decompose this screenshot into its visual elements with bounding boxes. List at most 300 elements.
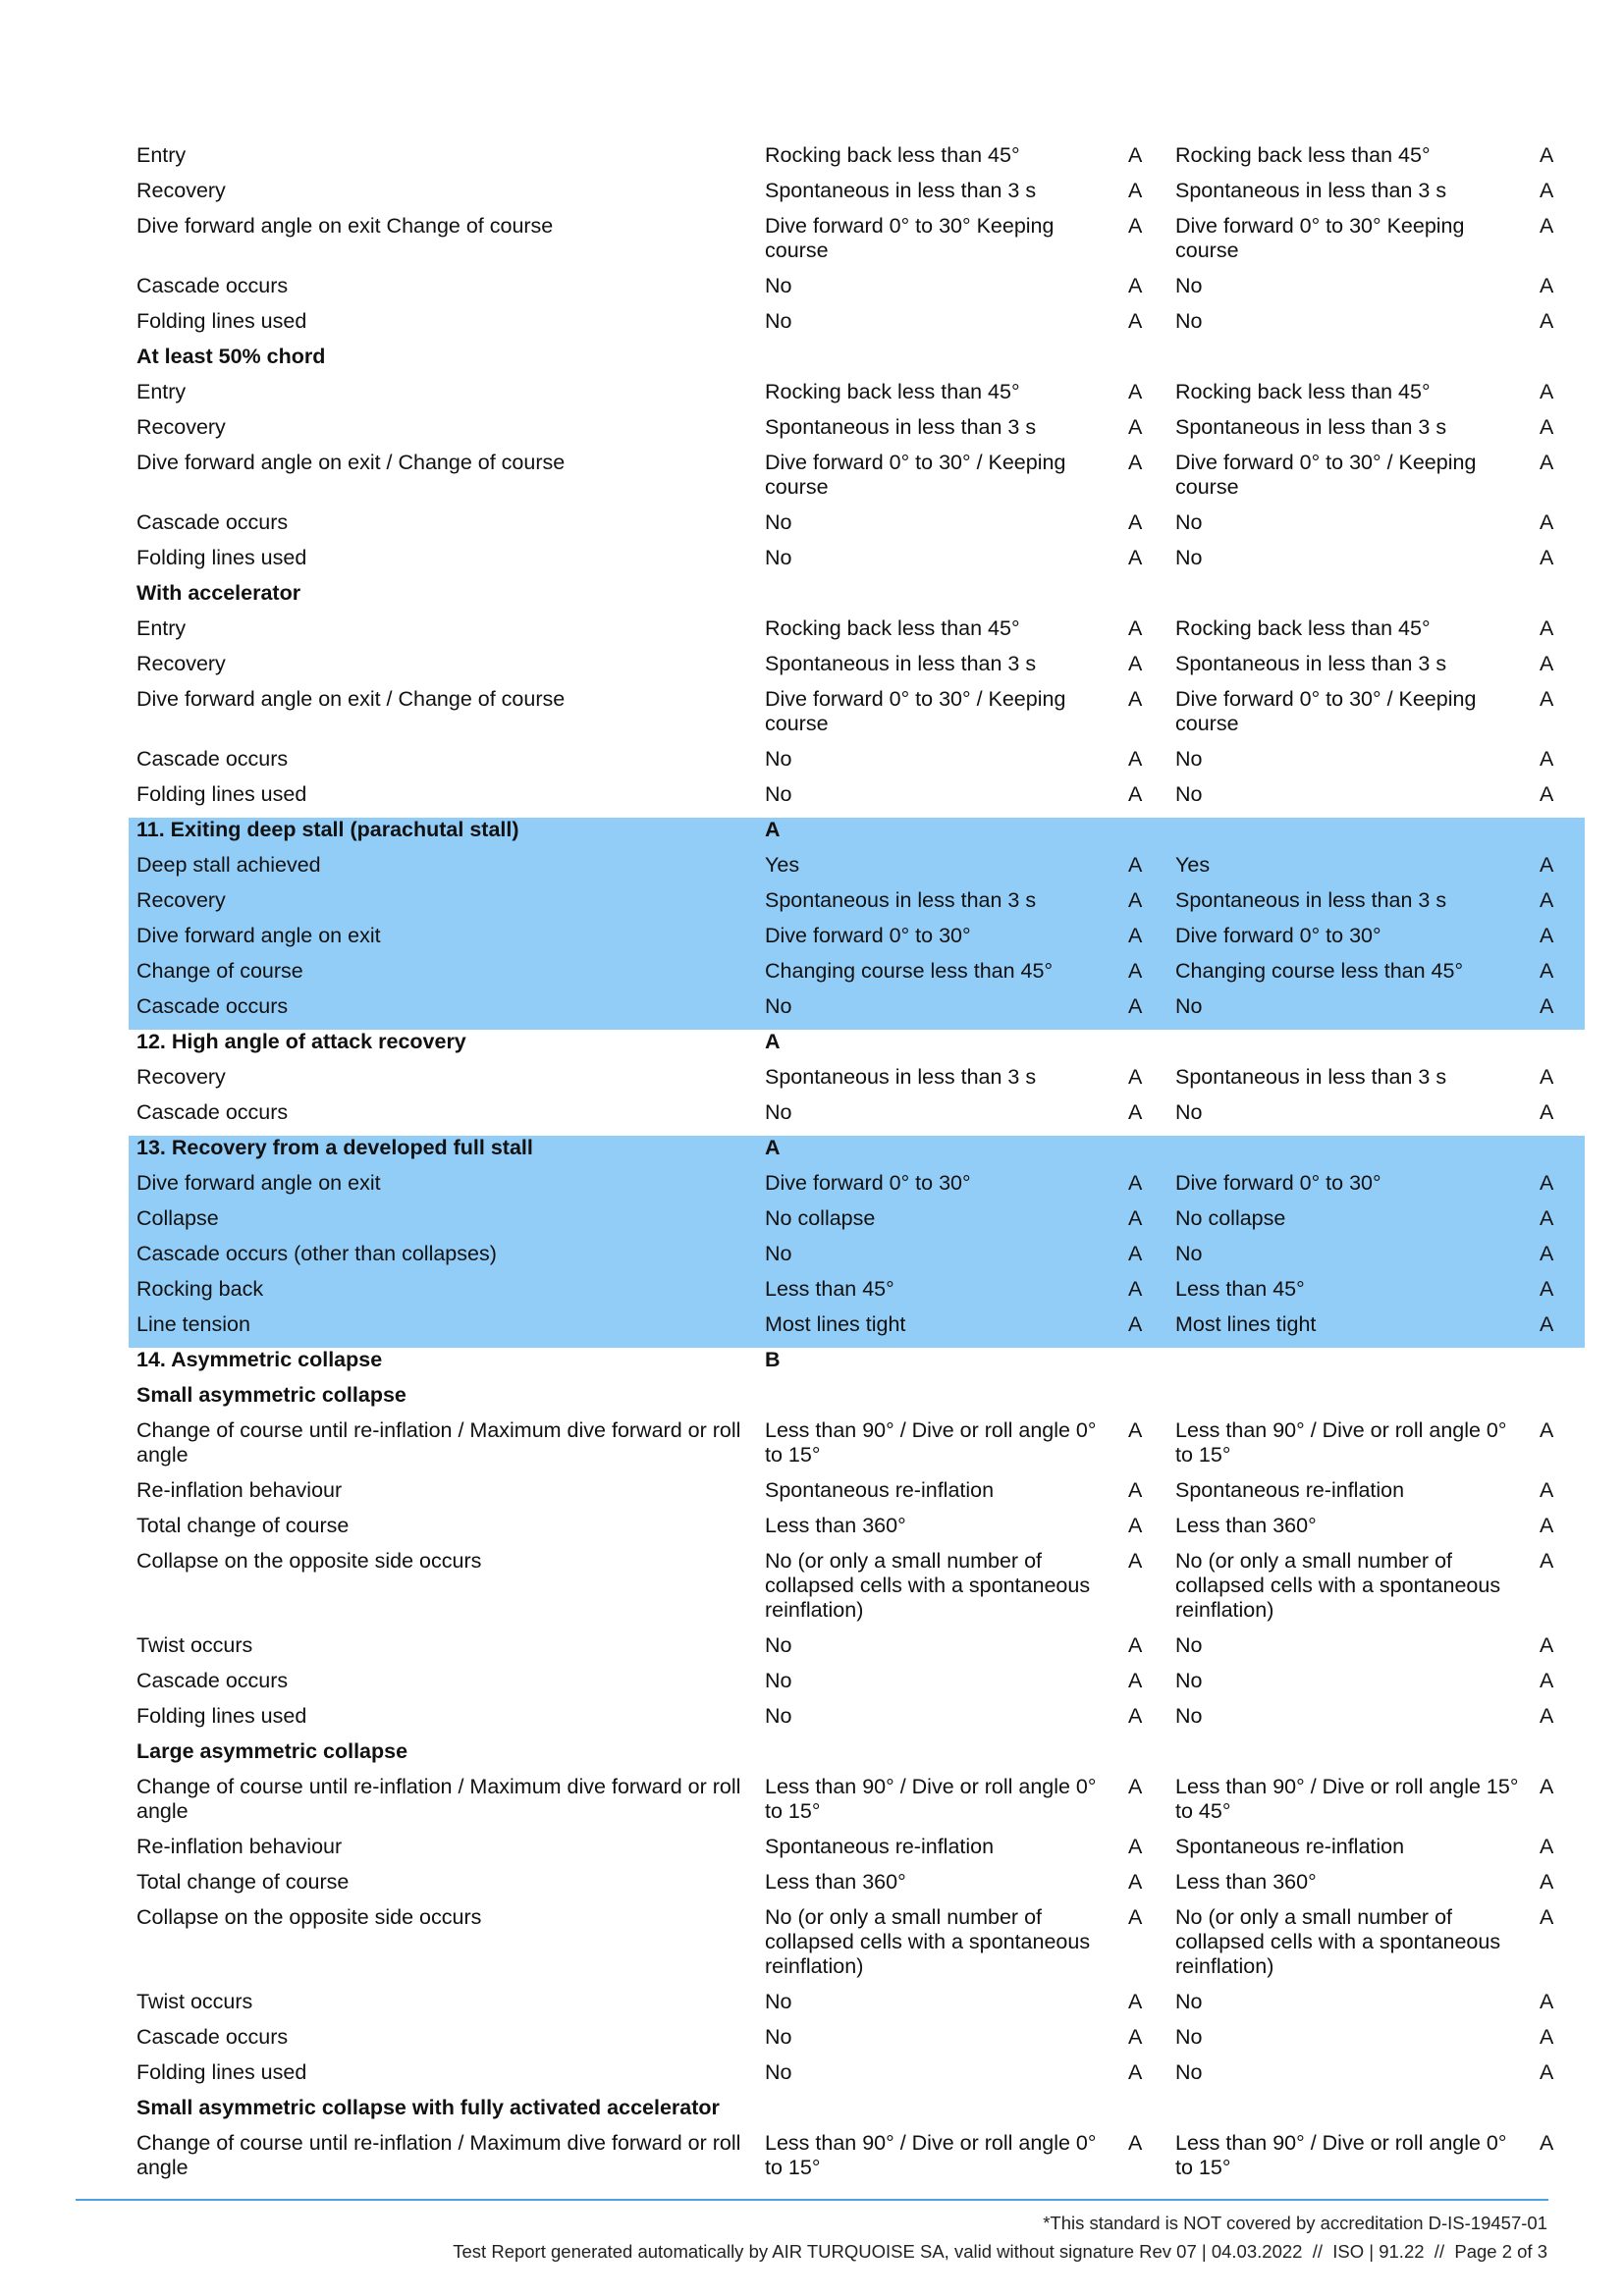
table-row: [129, 1065, 1585, 1100]
test-label: Entry: [136, 143, 187, 167]
test-label: 11. Exiting deep stall (parachutal stall): [129, 818, 757, 853]
grade-1: A: [1128, 1669, 1143, 1692]
grade-2: A: [1540, 1065, 1554, 1089]
section-heading-row: [129, 345, 1585, 380]
grade-1: A: [1128, 1835, 1143, 1858]
grade-1: A: [1128, 616, 1143, 640]
result-value-1: No: [765, 1100, 792, 1124]
grade-2: [1536, 1383, 1585, 1418]
grade-1: A: [1128, 1065, 1143, 1089]
section-heading-row: [129, 2096, 1585, 2131]
table-row: [129, 309, 1585, 345]
result-value-1: Less than 90° / Dive or roll angle 0° to 15°: [765, 2131, 1097, 2179]
grade-1: A: [1128, 1100, 1143, 1124]
table-row: [129, 782, 1585, 818]
grade-1: A: [1128, 309, 1143, 333]
grade-2: A: [1540, 747, 1554, 771]
test-results-body: [129, 143, 1585, 2191]
grade-2: A: [1536, 959, 1585, 994]
result-value-2: Dive forward 0° to 30° / Keeping course: [1175, 687, 1477, 735]
result-value-2: No: [1175, 747, 1203, 771]
grade-1: A: [1124, 1312, 1167, 1348]
result-value-2: No: [1175, 782, 1203, 806]
grade-1: A: [1124, 994, 1167, 1030]
result-value-2: [1167, 1739, 1536, 1775]
test-label: Small asymmetric collapse: [136, 1383, 406, 1407]
grade-2: A: [1540, 782, 1554, 806]
test-label: Folding lines used: [136, 546, 307, 569]
grade-1: A: [1124, 1171, 1167, 1206]
grade-2: A: [1540, 1775, 1554, 1798]
result-value-1: Most lines tight: [757, 1312, 1124, 1348]
grade-2: [1536, 1030, 1585, 1065]
result-value-2: No (or only a small number of collapsed cells with a spontaneous reinflation): [1175, 1549, 1501, 1622]
result-value-2: No: [1175, 1990, 1203, 2013]
test-label: Entry: [136, 380, 187, 403]
test-label: Total change of course: [136, 1514, 350, 1537]
test-label: Change of course until re-inflation / Maximum dive forward or roll angle: [136, 1775, 741, 1823]
test-label: Large asymmetric collapse: [136, 1739, 408, 1763]
table-row: [129, 214, 1585, 274]
result-value-2: Less than 90° / Dive or roll angle 0° to 15°: [1175, 2131, 1507, 2179]
grade-2: A: [1540, 1418, 1554, 1442]
grade-2: A: [1540, 1870, 1554, 1894]
table-row: [129, 510, 1585, 546]
test-label: Change of course until re-inflation / Maximum dive forward or roll angle: [136, 1418, 741, 1467]
table-row: [129, 1990, 1585, 2025]
test-label: Cascade occurs: [129, 994, 757, 1030]
result-value-1: No: [765, 510, 792, 534]
result-value-1: Changing course less than 45°: [757, 959, 1124, 994]
table-row: [129, 1669, 1585, 1704]
result-value-2: [1167, 2096, 1536, 2131]
grade-2: [1536, 1136, 1585, 1171]
table-row: [129, 143, 1585, 179]
grade-1: A: [1124, 853, 1167, 888]
result-value-1: Less than 360°: [765, 1514, 906, 1537]
test-label: Re-inflation behaviour: [136, 1478, 343, 1502]
grade-1: A: [1128, 1418, 1143, 1442]
report-footer: Test Report generated automatically by AIR TURQUOISE SA, valid without signature Rev 07 | 04.03.2022 // ISO | 91.22 // Page 2 of 3: [453, 2241, 1547, 2262]
grade-1: [1124, 1383, 1167, 1418]
grade-2: [1536, 1348, 1585, 1383]
result-value-1: Dive forward 0° to 30° / Keeping course: [765, 451, 1066, 499]
result-value-2: No: [1175, 274, 1203, 297]
test-label: Rocking back: [129, 1277, 757, 1312]
grade-1: A: [1128, 2060, 1143, 2084]
result-value-2: Spontaneous in less than 3 s: [1175, 1065, 1447, 1089]
result-value-1: No: [765, 1990, 792, 2013]
result-value-1: No: [765, 2025, 792, 2049]
test-label: Recovery: [136, 652, 226, 675]
grade-1: A: [1128, 1704, 1143, 1728]
accreditation-note: *This standard is NOT covered by accreditation D-IS-19457-01: [1043, 2213, 1547, 2233]
section-heading-row: [129, 581, 1585, 616]
grade-2: A: [1536, 1171, 1585, 1206]
result-value-2: Rocking back less than 45°: [1175, 616, 1431, 640]
result-value-2: Less than 90° / Dive or roll angle 0° to 15°: [1175, 1418, 1507, 1467]
table-row: [129, 1312, 1585, 1348]
table-row: [129, 451, 1585, 510]
result-value-2: [1167, 1136, 1536, 1171]
grade-2: A: [1540, 510, 1554, 534]
grade-2: A: [1540, 2131, 1554, 2155]
result-value-1: [757, 2096, 1124, 2131]
grade-2: [1536, 2096, 1585, 2131]
result-value-2: No: [1175, 546, 1203, 569]
result-value-1: A: [757, 818, 1124, 853]
result-value-1: No: [765, 2060, 792, 2084]
result-value-1: [757, 581, 1124, 616]
test-label: Folding lines used: [136, 2060, 307, 2084]
test-label: Small asymmetric collapse with fully activated accelerator: [136, 2096, 720, 2119]
result-value-2: [1167, 818, 1536, 853]
table-row: [129, 853, 1585, 888]
grade-1: A: [1128, 1633, 1143, 1657]
grade-1: A: [1124, 888, 1167, 924]
grade-2: A: [1540, 143, 1554, 167]
grade-1: [1124, 818, 1167, 853]
result-value-1: Spontaneous in less than 3 s: [757, 888, 1124, 924]
test-label: Cascade occurs: [136, 1669, 289, 1692]
grade-2: A: [1540, 1633, 1554, 1657]
table-row: [129, 380, 1585, 415]
result-value-2: No: [1167, 1242, 1536, 1277]
grade-1: A: [1128, 2131, 1143, 2155]
grade-2: A: [1540, 687, 1554, 711]
grade-1: A: [1128, 214, 1143, 238]
grade-2: [1536, 345, 1585, 380]
result-value-1: No: [757, 994, 1124, 1030]
grade-2: A: [1540, 179, 1554, 202]
result-value-1: Less than 360°: [765, 1870, 906, 1894]
section-heading-row: [129, 1348, 1585, 1383]
result-value-1: No: [765, 747, 792, 771]
grade-1: A: [1128, 1514, 1143, 1537]
test-label: Recovery: [136, 1065, 226, 1089]
result-value-1: Less than 90° / Dive or roll angle 0° to 15°: [765, 1418, 1097, 1467]
grade-2: A: [1536, 1206, 1585, 1242]
result-value-1: Spontaneous in less than 3 s: [765, 652, 1037, 675]
test-label: 14. Asymmetric collapse: [136, 1348, 383, 1371]
section-heading-row: [129, 818, 1585, 853]
grade-2: A: [1540, 309, 1554, 333]
test-label: Twist occurs: [136, 1633, 253, 1657]
test-label: Cascade occurs: [136, 274, 289, 297]
grade-2: A: [1540, 1669, 1554, 1692]
grade-1: A: [1128, 380, 1143, 403]
grade-2: A: [1540, 415, 1554, 439]
result-value-1: No: [765, 1669, 792, 1692]
result-value-2: No: [1175, 510, 1203, 534]
table-row: [129, 1835, 1585, 1870]
result-value-1: B: [765, 1348, 781, 1371]
result-value-2: [1167, 1383, 1536, 1418]
grade-1: [1124, 1136, 1167, 1171]
table-row: [129, 1277, 1585, 1312]
result-value-1: Dive forward 0° to 30°: [757, 1171, 1124, 1206]
grade-2: A: [1540, 1100, 1554, 1124]
grade-2: A: [1536, 1277, 1585, 1312]
grade-1: A: [1128, 1478, 1143, 1502]
table-row: [129, 747, 1585, 782]
grade-1: A: [1124, 1206, 1167, 1242]
test-label: 13. Recovery from a developed full stall: [129, 1136, 757, 1171]
result-value-2: Less than 90° / Dive or roll angle 15° to 45°: [1175, 1775, 1519, 1823]
grade-2: A: [1536, 1312, 1585, 1348]
result-value-1: Spontaneous re-inflation: [765, 1835, 995, 1858]
grade-2: A: [1536, 1242, 1585, 1277]
table-row: [129, 1418, 1585, 1478]
grade-1: A: [1124, 924, 1167, 959]
test-label: With accelerator: [136, 581, 301, 605]
grade-2: A: [1540, 1990, 1554, 2013]
test-label: Recovery: [136, 415, 226, 439]
grade-1: A: [1128, 1549, 1143, 1573]
table-row: [129, 274, 1585, 309]
result-value-2: [1167, 581, 1536, 616]
result-value-1: Spontaneous re-inflation: [765, 1478, 995, 1502]
result-value-2: Changing course less than 45°: [1167, 959, 1536, 994]
result-value-2: [1167, 1030, 1536, 1065]
test-label: Cascade occurs: [136, 747, 289, 771]
table-row: [129, 652, 1585, 687]
table-row: [129, 959, 1585, 994]
result-value-2: Dive forward 0° to 30° / Keeping course: [1175, 451, 1477, 499]
result-value-2: Rocking back less than 45°: [1175, 380, 1431, 403]
result-value-2: No collapse: [1167, 1206, 1536, 1242]
test-label: Collapse: [129, 1206, 757, 1242]
test-label: Collapse on the opposite side occurs: [136, 1905, 482, 1929]
section-heading-row: [129, 1739, 1585, 1775]
test-results-table: [129, 143, 1585, 2191]
test-label: Twist occurs: [136, 1990, 253, 2013]
grade-1: A: [1128, 1775, 1143, 1798]
grade-1: A: [1128, 510, 1143, 534]
result-value-2: Less than 360°: [1175, 1514, 1317, 1537]
result-value-2: Dive forward 0° to 30°: [1167, 924, 1536, 959]
section-heading-row: [129, 1030, 1585, 1065]
result-value-2: Spontaneous re-inflation: [1175, 1835, 1405, 1858]
result-value-1: No collapse: [757, 1206, 1124, 1242]
grade-2: A: [1540, 2060, 1554, 2084]
grade-2: A: [1540, 546, 1554, 569]
test-label: Dive forward angle on exit / Change of course: [136, 451, 566, 474]
grade-1: A: [1128, 143, 1143, 167]
grade-2: A: [1540, 451, 1554, 474]
result-value-1: Rocking back less than 45°: [765, 380, 1020, 403]
result-value-1: No: [765, 309, 792, 333]
table-row: [129, 415, 1585, 451]
test-label: Entry: [136, 616, 187, 640]
result-value-1: No: [765, 1704, 792, 1728]
test-label: Change of course until re-inflation / Maximum dive forward or roll angle: [136, 2131, 741, 2179]
result-value-2: No (or only a small number of collapsed cells with a spontaneous reinflation): [1175, 1905, 1501, 1978]
result-value-2: Spontaneous in less than 3 s: [1175, 652, 1447, 675]
table-row: [129, 888, 1585, 924]
section-heading-row: [129, 1383, 1585, 1418]
test-results-section: [129, 143, 1585, 2191]
grade-2: A: [1536, 924, 1585, 959]
result-value-2: No: [1175, 1100, 1203, 1124]
grade-2: A: [1540, 1835, 1554, 1858]
grade-1: [1124, 581, 1167, 616]
grade-1: A: [1128, 782, 1143, 806]
test-label: Dive forward angle on exit / Change of course: [136, 687, 566, 711]
result-value-1: Dive forward 0° to 30° Keeping course: [765, 214, 1055, 262]
result-value-2: Less than 45°: [1167, 1277, 1536, 1312]
grade-1: A: [1128, 274, 1143, 297]
result-value-2: No: [1175, 1633, 1203, 1657]
grade-1: A: [1128, 687, 1143, 711]
test-label: Dive forward angle on exit: [129, 924, 757, 959]
grade-1: [1124, 1739, 1167, 1775]
grade-1: A: [1128, 451, 1143, 474]
grade-2: A: [1540, 274, 1554, 297]
test-label: Dive forward angle on exit Change of course: [136, 214, 554, 238]
result-value-2: Rocking back less than 45°: [1175, 143, 1431, 167]
grade-1: A: [1128, 652, 1143, 675]
table-row: [129, 1549, 1585, 1633]
test-label: Cascade occurs: [136, 510, 289, 534]
test-label: Cascade occurs (other than collapses): [129, 1242, 757, 1277]
result-value-1: Spontaneous in less than 3 s: [765, 1065, 1037, 1089]
result-value-2: No: [1175, 1669, 1203, 1692]
result-value-2: No: [1175, 1704, 1203, 1728]
result-value-2: No: [1175, 309, 1203, 333]
table-row: [129, 1905, 1585, 1990]
result-value-2: Most lines tight: [1167, 1312, 1536, 1348]
grade-1: A: [1128, 415, 1143, 439]
table-row: [129, 2060, 1585, 2096]
grade-2: [1536, 1739, 1585, 1775]
grade-2: A: [1540, 214, 1554, 238]
result-value-1: Rocking back less than 45°: [765, 616, 1020, 640]
result-value-2: Dive forward 0° to 30° Keeping course: [1175, 214, 1465, 262]
test-label: Recovery: [136, 179, 226, 202]
table-row: [129, 2131, 1585, 2191]
test-label: Folding lines used: [136, 1704, 307, 1728]
result-value-1: No: [765, 1633, 792, 1657]
grade-2: A: [1536, 994, 1585, 1030]
table-row: [129, 2025, 1585, 2060]
table-row: [129, 1633, 1585, 1669]
test-label: Change of course: [129, 959, 757, 994]
test-label: Line tension: [129, 1312, 757, 1348]
test-label: Folding lines used: [136, 782, 307, 806]
result-value-2: [1167, 345, 1536, 380]
result-value-2: Dive forward 0° to 30°: [1167, 1171, 1536, 1206]
grade-2: [1536, 581, 1585, 616]
result-value-2: Spontaneous in less than 3 s: [1167, 888, 1536, 924]
result-value-2: Yes: [1167, 853, 1536, 888]
grade-2: A: [1540, 616, 1554, 640]
result-value-1: No: [765, 782, 792, 806]
grade-1: A: [1128, 747, 1143, 771]
grade-2: A: [1540, 380, 1554, 403]
result-value-1: Dive forward 0° to 30°: [757, 924, 1124, 959]
result-value-1: [757, 1739, 1124, 1775]
test-label: Re-inflation behaviour: [136, 1835, 343, 1858]
test-label: Cascade occurs: [136, 2025, 289, 2049]
test-label: Recovery: [129, 888, 757, 924]
result-value-1: No (or only a small number of collapsed cells with a spontaneous reinflation): [765, 1905, 1091, 1978]
table-row: [129, 687, 1585, 747]
grade-2: A: [1540, 1514, 1554, 1537]
grade-2: A: [1540, 652, 1554, 675]
grade-2: A: [1540, 1549, 1554, 1573]
result-value-1: Spontaneous in less than 3 s: [765, 179, 1037, 202]
test-label: Folding lines used: [136, 309, 307, 333]
table-row: [129, 1704, 1585, 1739]
grade-1: A: [1128, 1870, 1143, 1894]
table-row: [129, 994, 1585, 1030]
test-label: Deep stall achieved: [129, 853, 757, 888]
result-value-2: [1167, 1348, 1536, 1383]
grade-1: A: [1124, 959, 1167, 994]
table-row: [129, 546, 1585, 581]
grade-1: A: [1128, 179, 1143, 202]
grade-1: A: [1124, 1277, 1167, 1312]
test-label: Collapse on the opposite side occurs: [136, 1549, 482, 1573]
grade-1: A: [1124, 1242, 1167, 1277]
table-row: [129, 1514, 1585, 1549]
table-row: [129, 1171, 1585, 1206]
result-value-1: No: [765, 274, 792, 297]
result-value-1: Rocking back less than 45°: [765, 143, 1020, 167]
table-row: [129, 1100, 1585, 1136]
test-label: At least 50% chord: [136, 345, 326, 368]
grade-2: A: [1536, 853, 1585, 888]
grade-1: [1124, 2096, 1167, 2131]
result-value-2: No: [1167, 994, 1536, 1030]
test-label: 12. High angle of attack recovery: [136, 1030, 466, 1053]
table-row: [129, 1775, 1585, 1835]
result-value-1: No: [765, 546, 792, 569]
test-label: Cascade occurs: [136, 1100, 289, 1124]
result-value-1: A: [765, 1030, 781, 1053]
table-row: [129, 924, 1585, 959]
result-value-1: A: [757, 1136, 1124, 1171]
table-row: [129, 1242, 1585, 1277]
result-value-1: Yes: [757, 853, 1124, 888]
section-heading-row: [129, 1136, 1585, 1171]
table-row: [129, 1206, 1585, 1242]
result-value-2: Spontaneous in less than 3 s: [1175, 179, 1447, 202]
result-value-1: [757, 345, 1124, 380]
result-value-1: Less than 90° / Dive or roll angle 0° to 15°: [765, 1775, 1097, 1823]
grade-1: A: [1128, 1990, 1143, 2013]
result-value-2: Spontaneous in less than 3 s: [1175, 415, 1447, 439]
result-value-2: Less than 360°: [1175, 1870, 1317, 1894]
test-label: Total change of course: [136, 1870, 350, 1894]
grade-1: A: [1128, 546, 1143, 569]
table-row: [129, 1870, 1585, 1905]
result-value-2: Spontaneous re-inflation: [1175, 1478, 1405, 1502]
grade-2: [1536, 818, 1585, 853]
result-value-2: No: [1175, 2025, 1203, 2049]
table-row: [129, 179, 1585, 214]
grade-1: [1124, 1348, 1167, 1383]
footer-rule: [76, 2199, 1548, 2201]
table-row: [129, 1478, 1585, 1514]
grade-2: A: [1540, 1478, 1554, 1502]
result-value-1: Spontaneous in less than 3 s: [765, 415, 1037, 439]
result-value-2: No: [1175, 2060, 1203, 2084]
test-label: Dive forward angle on exit: [129, 1171, 757, 1206]
result-value-1: No (or only a small number of collapsed cells with a spontaneous reinflation): [765, 1549, 1091, 1622]
grade-2: A: [1540, 2025, 1554, 2049]
